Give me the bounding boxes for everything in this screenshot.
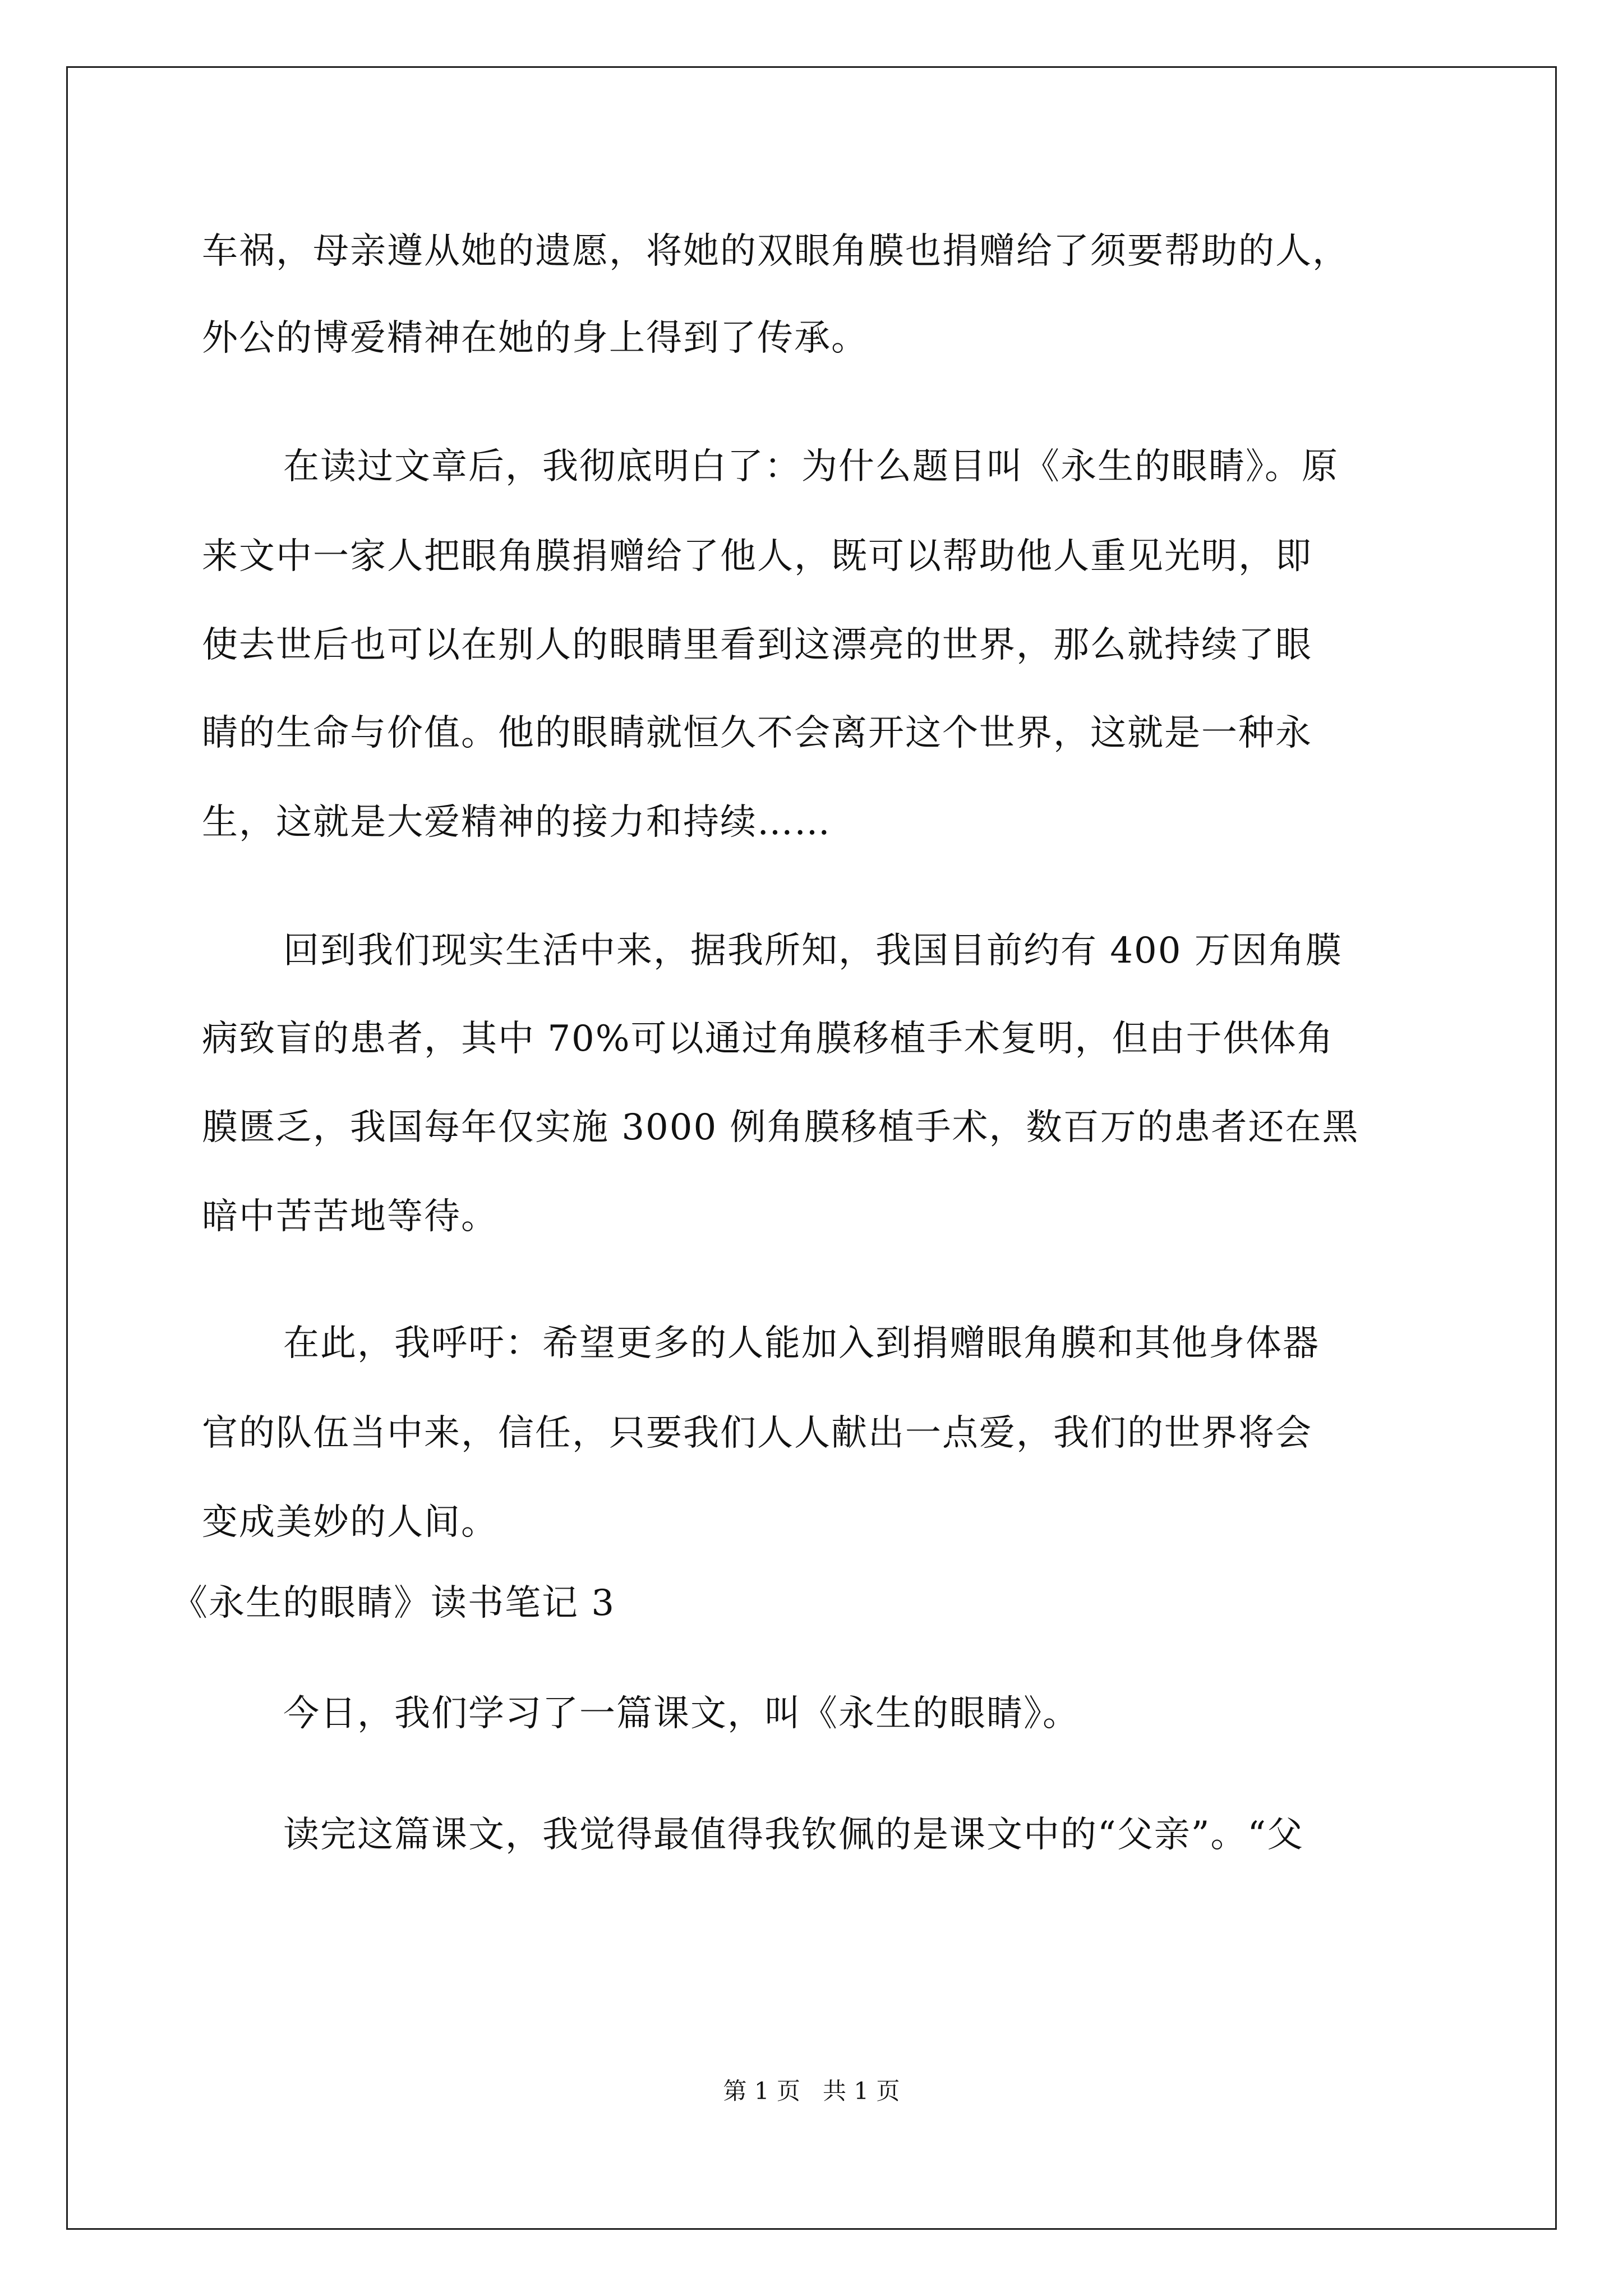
- text-line: 在此，我呼吁：希望更多的人能加入到捐赠眼角膜和其他身体器: [283, 1323, 1320, 1364]
- text-line: 病致盲的患者，其中 70%可以通过角膜移植手术复明，但由于供体角: [202, 1018, 1334, 1060]
- text-line: 暗中苦苦地等待。: [202, 1196, 498, 1237]
- text-line: 回到我们现实生活中来，据我所知，我国目前约有 400 万因角膜: [283, 930, 1343, 972]
- text-line: 读完这篇课文，我觉得最值得我钦佩的是课文中的“父亲”。“父: [283, 1814, 1304, 1856]
- text-line: 睛的生命与价值。他的眼睛就恒久不会离开这个世界，这就是一种永: [202, 712, 1312, 754]
- text-line: 生，这就是大爱精神的接力和持续……: [202, 802, 831, 843]
- text-line: 车祸，母亲遵从她的遗愿，将她的双眼角膜也捐赠给了须要帮助的人，: [202, 231, 1349, 272]
- section-heading: 《永生的眼睛》读书笔记 3: [172, 1582, 616, 1624]
- text-line: 在读过文章后，我彻底明白了：为什么题目叫《永生的眼睛》。原: [283, 446, 1339, 487]
- text-line: 使去世后也可以在别人的眼睛里看到这漂亮的世界，那么就持续了眼: [202, 624, 1312, 666]
- text-line: 官的队伍当中来，信任，只要我们人人献出一点爱，我们的世界将会: [202, 1412, 1312, 1454]
- text-line: 今日，我们学习了一篇课文，叫《永生的眼睛》。: [283, 1693, 1080, 1734]
- text-line: 变成美妙的人间。: [202, 1502, 498, 1543]
- text-line: 膜匮乏，我国每年仅实施 3000 例角膜移植手术，数百万的患者还在黑: [202, 1107, 1359, 1148]
- text-line: 来文中一家人把眼角膜捐赠给了他人，既可以帮助他人重见光明，即: [202, 536, 1312, 577]
- text-line: 外公的博爱精神在她的身上得到了传承。: [202, 318, 868, 359]
- page-footer: 第 1 页 共 1 页: [723, 2077, 900, 2105]
